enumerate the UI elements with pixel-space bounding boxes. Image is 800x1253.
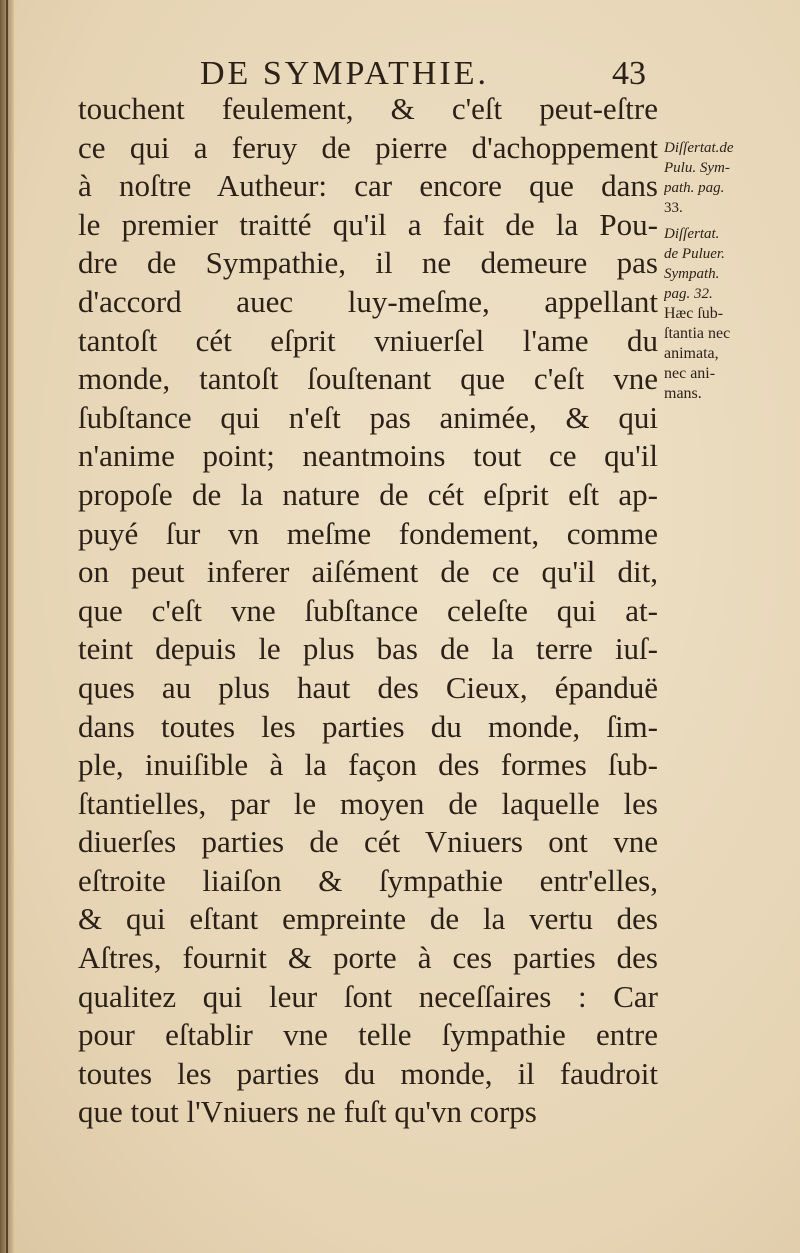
margin-note-line: de Puluer. [664, 246, 725, 262]
margin-note-line: Hæc ſub- [664, 305, 724, 322]
text-line: que c'eſt vne ſubſtance celeſte qui at- [78, 592, 658, 628]
text-line: ſubſtance qui n'eſt pas animée, & qui [78, 399, 658, 435]
margin-note-line: path. pag. [664, 180, 725, 196]
margin-note-line: Diſſertat. [664, 226, 720, 242]
margin-note-line: Diſſertat.de [664, 140, 734, 156]
margin-note-line: Sympath. [664, 266, 720, 282]
margin-notes [664, 138, 796, 404]
text-line: tantoſt cét eſprit vniuerſel l'ame du [78, 322, 658, 358]
text-line: puyé ſur vn meſme fondement, comme [78, 515, 658, 551]
text-line: dre de Sympathie, il ne demeure pas [78, 245, 658, 281]
text-line: eſtroite liaiſon & ſympathie entr'elles, [78, 862, 658, 898]
gutter-edge-line [6, 0, 8, 1253]
text-line: n'anime point; neantmoins tout ce qu'il [78, 438, 658, 474]
body-text [78, 90, 658, 1132]
text-line: on peut inferer aiſément de ce qu'il dit, [78, 554, 658, 590]
margin-note-line: mans. [664, 385, 702, 402]
text-line: diuerſes parties de cét Vniuers ont vne [78, 824, 658, 860]
text-line: teint depuis le plus bas de la terre iuſ- [78, 631, 658, 667]
text-line: à noſtre Autheur: car encore que dans [78, 168, 658, 204]
text-line: ple, inuiſible à la façon des formes ſub- [78, 747, 658, 783]
text-line: & qui eſtant empreinte de la vertu des [78, 901, 658, 937]
margin-note-line: 33. [664, 200, 683, 216]
page-number: 43 [612, 55, 646, 92]
margin-note-line: ſtantia nec [664, 325, 731, 342]
text-line: que tout l'Vniuers ne fuſt qu'vn corps [78, 1094, 537, 1130]
text-line: Aſtres, fournit & porte à ces parties des [78, 940, 658, 976]
text-line: le premier traitté qu'il a fait de la Pou- [78, 206, 658, 242]
text-line: toutes les parties du monde, il faudroit [78, 1055, 658, 1091]
running-head: DE SYMPATHIE. [200, 55, 490, 92]
text-line: touchent feulement, & c'eſt peut-eſtre [78, 91, 658, 126]
margin-note-line: Pulu. Sym- [664, 160, 730, 176]
margin-note-line: nec ani- [664, 365, 716, 382]
text-line: pour eſtablir vne telle ſympathie entre [78, 1017, 658, 1053]
text-line: ques au plus haut des Cieux, épanduë [78, 669, 658, 705]
text-line: qualitez qui leur ſont neceſſaires : Car [78, 978, 658, 1014]
text-line: dans toutes les parties du monde, ſim- [78, 708, 658, 744]
text-line: propoſe de la nature de cét eſprit eſt ap- [78, 476, 658, 512]
text-line: ce qui a feruy de pierre d'achoppement [78, 129, 658, 165]
margin-note-line: animata, [664, 345, 719, 362]
margin-note-line: pag. 32. [664, 286, 713, 302]
text-line: d'accord auec luy-meſme, appellant [78, 283, 658, 319]
text-line: monde, tantoſt ſouſtenant que c'eſt vne [78, 361, 658, 397]
text-line: ſtantielles, par le moyen de laquelle les [78, 785, 658, 821]
